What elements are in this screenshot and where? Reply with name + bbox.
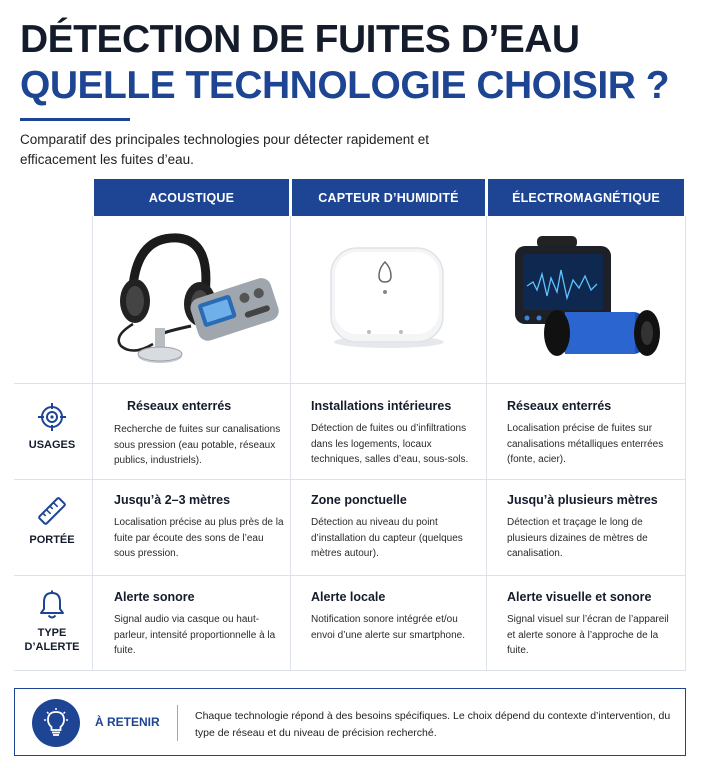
retain-text: Chaque technologie répond à des besoins spécifiques. Le choix dépend du contexte d’intervention, du type de réseau et du niveau de précision recherché. [195,710,671,739]
column-header-electromagnetique: ÉLECTROMAGNÉTIQUE [488,179,684,216]
row-label-text: TYPE D’ALERTE [24,627,80,653]
cell-heading: Alerte sonore [114,590,195,604]
cell-text: Recherche de fuites sur canalisations sous pression (eau potable, réseaux publics, industriels). [114,424,281,466]
cell-portee-electromagnetique [507,493,667,562]
cell-heading: Réseaux enterrés [127,399,232,413]
page-subtitle: QUELLE TECHNOLOGIE CHOISIR ? [20,64,670,107]
cell-text: Localisation précise de fuites sur canalisations métalliques enterrées (fonte, acier). [507,423,664,465]
cell-heading: Alerte visuelle et sonore [507,590,652,604]
row-label-text: USAGES [28,439,76,451]
grid-divider [14,670,685,671]
cell-usages-acoustique [127,399,285,421]
cell-text: Notification sonore intégrée et/ou envoi d’une alerte sur smartphone. [311,614,465,641]
cell-alerte-electromagnetique [507,590,679,659]
cell-usages-acoustique-text [114,422,286,469]
cell-text: Signal audio via casque ou haut-parleur, intensité proportionnelle à la fuite. [114,614,276,656]
cell-heading: Jusqu’à 2–3 mètres [114,493,231,507]
cell-usages-electromagnetique [507,399,679,468]
column-header-capteur: CAPTEUR D’HUMIDITÉ [292,179,485,216]
cell-usages-capteur [311,399,483,468]
grid-divider [14,575,685,576]
page-title: DÉTECTION DE FUITES D’EAU [20,18,580,61]
cell-text: Détection au niveau du point d’installation du capteur (quelques mètres autour). [311,517,463,559]
row-label-type-alerte [14,590,90,654]
electromagnetic-detector-image [487,216,685,383]
acoustic-detector-image [93,216,290,383]
cell-heading: Installations intérieures [311,399,452,413]
grid-divider [14,383,685,384]
cell-heading: Réseaux enterrés [507,399,612,413]
cell-portee-acoustique [114,493,284,562]
cell-text: Localisation précise au plus près de la fuite par écoute des sons de l’eau sous pression. [114,517,284,559]
cell-text: Signal visuel sur l’écran de l’appareil et alerte sonore à l’approche de la fuite. [507,614,669,656]
cell-heading: Alerte locale [311,590,386,604]
cell-portee-capteur [311,493,476,562]
target-icon [37,402,67,432]
intro-text: Comparatif des principales technologies pour détecter rapidement et efficacement les fuites d’eau. [20,132,429,167]
cell-heading: Jusqu’à plusieurs mètres [507,493,658,507]
retain-separator [177,705,178,741]
cell-text: Détection et traçage le long de plusieurs dizaines de mètres de canalisation. [507,517,648,559]
lightbulb-badge [32,699,80,747]
row-label-text: PORTÉE [29,534,75,546]
ruler-icon [36,495,68,527]
row-label-portee [14,495,90,547]
retain-box [14,688,686,756]
row-label-usages [14,402,90,452]
cell-heading: Zone ponctuelle [311,493,407,507]
cell-alerte-capteur [311,590,476,643]
grid-divider [14,479,685,480]
retain-label: À RETENIR [95,715,160,729]
cell-alerte-acoustique [114,590,279,659]
cell-text: Détection de fuites ou d’infiltrations dans les logements, locaux techniques, salles d’eau, sous-sols. [311,423,469,465]
title-underline [20,118,130,121]
humidity-sensor-image [291,216,486,383]
column-header-acoustique: ACOUSTIQUE [94,179,289,216]
lightbulb-icon [42,708,70,738]
grid-divider [685,216,686,671]
bell-icon [38,590,66,620]
